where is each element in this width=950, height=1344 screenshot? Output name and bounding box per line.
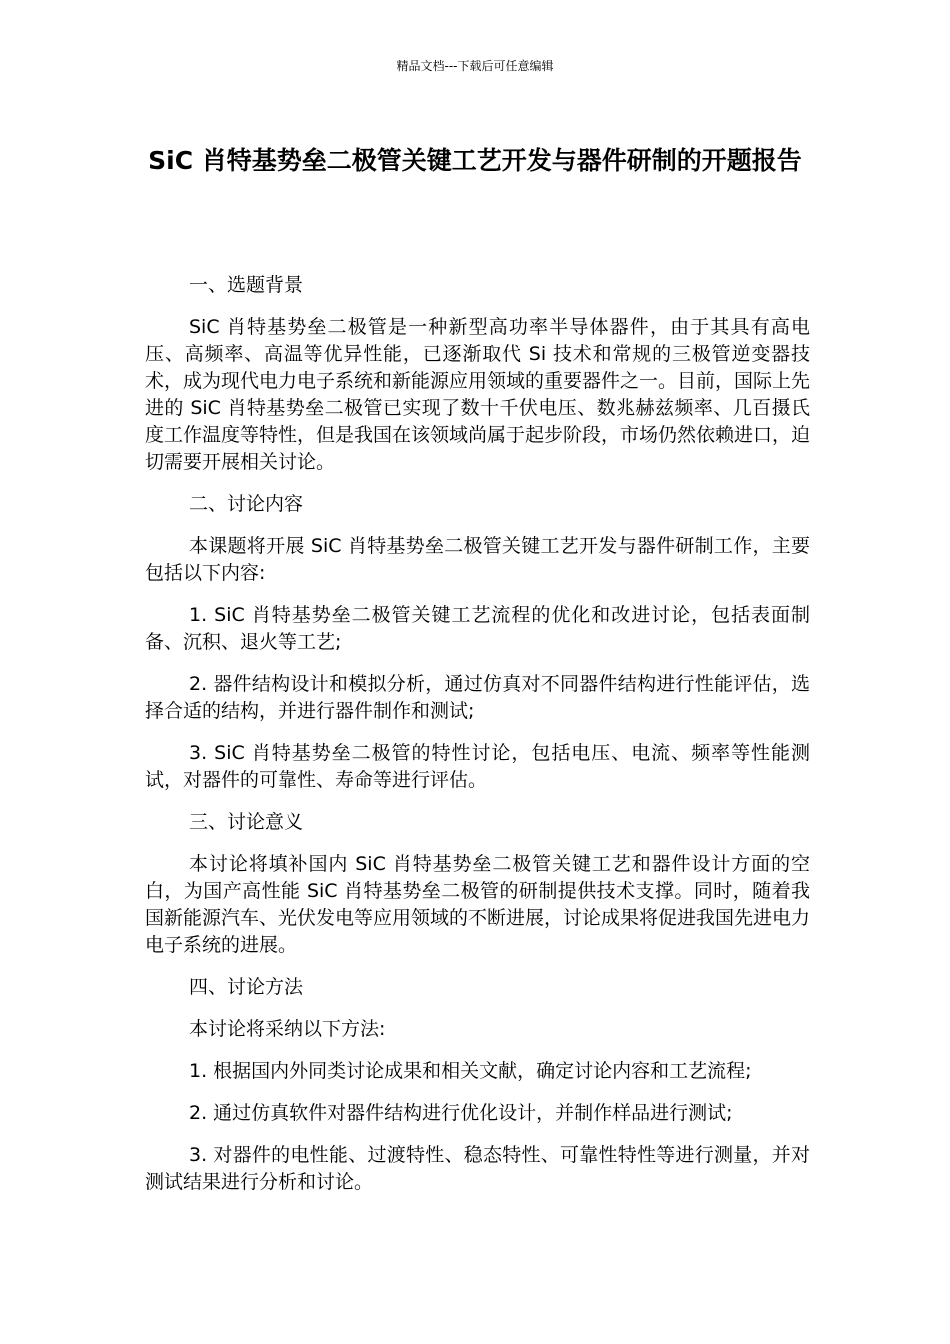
content-intro-paragraph: 本课题将开展 SiC 肖特基势垒二极管关键工艺开发与器件研制工作，主要包括以下内容:: [145, 535, 810, 584]
methods-item-3: 3. 对器件的电性能、过渡特性、稳态特性、可靠性特性等进行测量，并对测试结果进行分析和讨论。: [145, 1144, 810, 1193]
content-item-1: 1. SiC 肖特基势垒二极管关键工艺流程的优化和改进讨论，包括表面制备、沉积、退火等工艺;: [145, 604, 810, 653]
content-item-3: 3. SiC 肖特基势垒二极管的特性讨论，包括电压、电流、频率等性能测试，对器件的可靠性、寿命等进行评估。: [145, 742, 810, 791]
document-body: [145, 272, 810, 1211]
methods-intro-paragraph: 本讨论将采纳以下方法:: [189, 1018, 386, 1040]
section-heading-methods: 四、讨论方法: [189, 976, 304, 998]
significance-paragraph: 本讨论将填补国内 SiC 肖特基势垒二极管关键工艺和器件设计方面的空白，为国产高性能 SiC 肖特基势垒二极管的研制提供技术支撑。同时，随着我国新能源汽车、光伏发电等应用领域的不断进展，讨论成果将促进我国先进电力电子系统的进展。: [145, 853, 811, 956]
methods-item-1: 1. 根据国内外同类讨论成果和相关文献，确定讨论内容和工艺流程;: [189, 1060, 752, 1082]
section-heading-background: 一、选题背景: [189, 274, 304, 296]
section-heading-significance: 三、讨论意义: [189, 811, 304, 833]
page-header: 精品文档---下载后可任意编辑: [396, 59, 554, 73]
background-paragraph: SiC 肖特基势垒二极管是一种新型高功率半导体器件，由于其具有高电压、高频率、高温等优异性能，已逐渐取代 Si 技术和常规的三极管逆变器技术，成为现代电力电子系统和新能源应用领域的重要器件之一。目前，国际上先进的 SiC 肖特基势垒二极管已实现了数十千伏电压、数兆赫兹频率、几百摄氏度工作温度等特性，但是我国在该领域尚属于起步阶段，市场仍然依赖进口，迫切需要开展相关讨论。: [145, 316, 811, 473]
document-title: SiC 肖特基势垒二极管关键工艺开发与器件研制的开题报告: [148, 146, 802, 175]
content-item-2: 2. 器件结构设计和模拟分析，通过仿真对不同器件结构进行性能评估，选择合适的结构，并进行器件制作和测试;: [145, 673, 810, 722]
methods-item-2: 2. 通过仿真软件对器件结构进行优化设计，并制作样品进行测试;: [189, 1102, 733, 1124]
section-heading-content: 二、讨论内容: [189, 493, 304, 515]
